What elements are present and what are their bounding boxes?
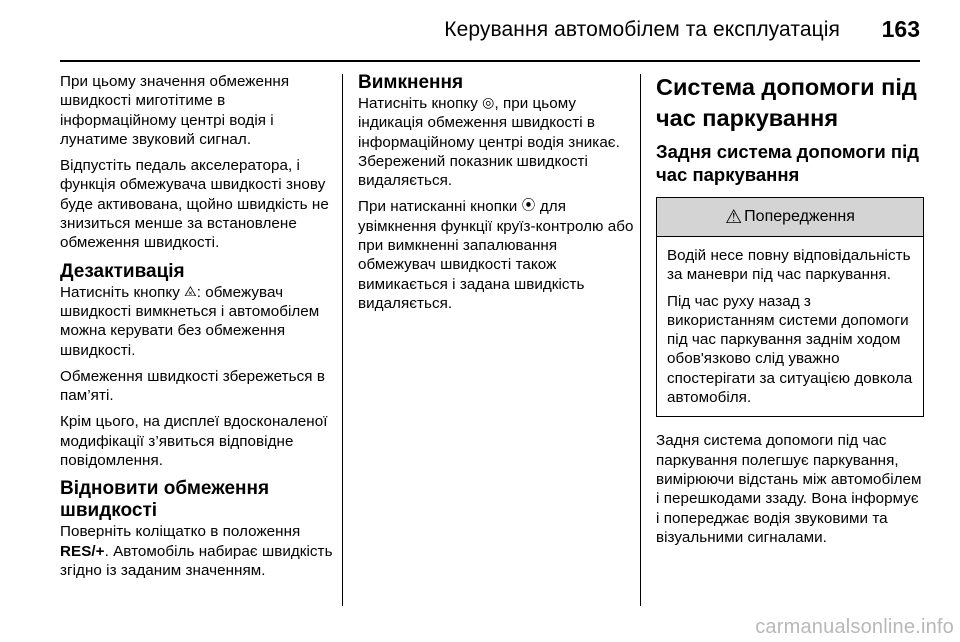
- page-header: [0, 0, 960, 62]
- speed-limiter-off-icon: ⨻: [184, 282, 197, 299]
- warning-body: [657, 237, 923, 416]
- warning-triangle-icon: ⚠: [725, 206, 743, 228]
- paragraph-restore-limit: Поверніть коліщатко в положення RES/+. Автомобіль набирає швидкість згідно із заданим значенням.: [60, 523, 333, 579]
- paragraph-release-accelerator: Відпустіть педаль акселератора, і функція обмежувача швидкості знову буде активована, щойно швидкість не знизиться менше за встановлене обмеження швидкості.: [60, 157, 329, 252]
- paragraph-rear-parking-description: Задня система допомоги під час паркування полегшує паркування, вимірюючи відстань між автомобілем і перешкодами ззаду. Вона інформує і попереджає водія звуковими та візуальними сигналами.: [656, 432, 922, 546]
- heading-deactivation: Дезактивація: [60, 260, 185, 282]
- column-middle: [358, 72, 634, 320]
- speed-limiter-icon: ◎: [482, 94, 495, 110]
- paragraph-limit-stored: Обмеження швидкості збережеться в пам’яті.: [60, 367, 325, 405]
- paragraph-switch-off: Натисніть кнопку ◎, при цьому індикація обмеження швидкості в інформаційному центрі водія зникає. Збережений показник швидкості видаляється.: [358, 94, 620, 190]
- paragraph-speed-limit-flash: При цьому значення обмеження швидкості миготітиме в інформаційному центрі водія і лунатиме звуковий сигнал.: [60, 73, 290, 148]
- paragraph-display-message: Крім цього, на дисплеї вдосконаленої модифікації з’явиться відповідне повідомлення.: [60, 413, 328, 470]
- page-number: 163: [881, 16, 920, 42]
- heading-switch-off: Вимкнення: [358, 72, 464, 93]
- header-rule: [60, 60, 920, 62]
- column-right: [656, 72, 924, 554]
- warning-box: [656, 197, 924, 417]
- paragraph-deactivation: Натисніть кнопку ⨻: обмежувач швидкості вимкнеться і автомобілем можна керувати без обмеження швидкості.: [60, 282, 320, 359]
- warning-paragraph-responsibility: Водій несе повну відповідальність за маневри під час паркування.: [667, 247, 911, 284]
- warning-paragraph-observe: Під час руху назад з використанням системи допомоги під час паркування заднім ходом обов'язково слід уважно спостерігати за ситуацією довкола автомобіля.: [667, 292, 913, 407]
- watermark: carmanualsonline.info: [755, 616, 954, 638]
- column-divider-1: [342, 74, 343, 606]
- column-left: [60, 72, 336, 587]
- paragraph-cruise-control: При натисканні кнопки ⦿ для увімкнення функції круїз-контролю або при вимкненні запалювання обмежувач швидкості також вимикається і задана швидкість видаляється.: [358, 197, 634, 312]
- heading-parking-assist: Система допомоги під час паркування: [656, 74, 917, 131]
- warning-header: [657, 198, 923, 237]
- heading-restore-limit: Відновити обмеження швидкості: [60, 478, 270, 522]
- page-header-title: Керування автомобілем та експлуатація: [444, 18, 840, 41]
- res-plus-label: RES/+: [60, 542, 105, 560]
- column-divider-2: [640, 74, 641, 606]
- heading-rear-parking-assist: Задня система допомоги під час паркування: [656, 141, 919, 185]
- warning-title: Попередження: [744, 208, 855, 225]
- cruise-control-icon: ⦿: [521, 197, 536, 214]
